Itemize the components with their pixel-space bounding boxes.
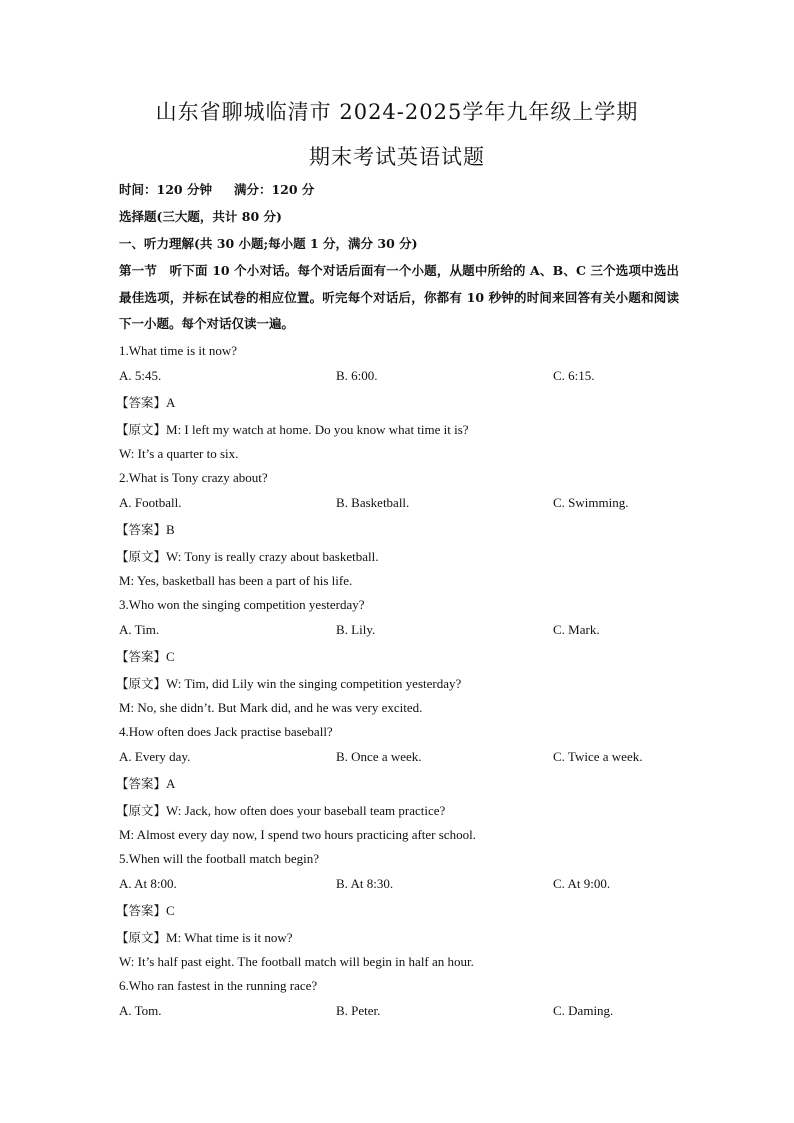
question-text: 5.When will the football match begin? [119, 851, 319, 866]
option-c: C. Twice a week. [553, 749, 643, 764]
transcript-line-1 [116, 547, 379, 565]
answer-line [116, 774, 176, 792]
question-text: 2.What is Tony crazy about? [119, 470, 268, 485]
answer-label: 【答案】 [116, 903, 167, 918]
option-a: A. Every day. [119, 749, 191, 764]
option-c: C. At 9:00. [553, 876, 611, 891]
transcript-label: 【原文】 [116, 676, 167, 691]
transcript-line-2: M: Yes, basketball has been a part of his life. [119, 573, 353, 588]
transcript-text-1: W: Tony is really crazy about basketball. [166, 549, 379, 564]
transcript-text-1: M: What time is it now? [166, 930, 293, 945]
option-a: A. At 8:00. [119, 876, 177, 891]
option-a: A. Tim. [119, 622, 160, 637]
answer-value: C [166, 649, 175, 664]
answer-value: B [166, 522, 175, 537]
question-text: 1.What time is it now? [119, 343, 238, 358]
option-b: B. Lily. [336, 622, 376, 637]
transcript-line-1 [116, 674, 462, 692]
question-text: 6.Who ran fastest in the running race? [119, 978, 318, 993]
option-b: B. Once a week. [336, 749, 422, 764]
answer-label: 【答案】 [116, 776, 167, 791]
question-text: 3.Who won the singing competition yesterday? [119, 597, 365, 612]
transcript-line-1 [116, 420, 469, 438]
option-b: B. Peter. [336, 1003, 381, 1018]
transcript-label: 【原文】 [116, 803, 167, 818]
transcript-label: 【原文】 [116, 422, 167, 437]
transcript-text-1: M: I left my watch at home. Do you know what time it is? [166, 422, 469, 437]
answer-line [116, 901, 175, 919]
question-text: 4.How often does Jack practise baseball? [119, 724, 333, 739]
section-choice-heading: 选择题(三大题，共计 80 分) [119, 209, 282, 224]
answer-label: 【答案】 [116, 649, 167, 664]
option-b: B. At 8:30. [336, 876, 394, 891]
option-c: C. Swimming. [553, 495, 629, 510]
answer-line [116, 647, 175, 665]
answer-label: 【答案】 [116, 395, 167, 410]
listening-instructions: 第一节 听下面 10 个小对话。每个对话后面有一个小题，从题中所给的 A、B、C 三个选项中选出最佳选项，并标在试卷的相应位置。听完每个对话后，你都有 10 秒钟的时间来回答有关小题和阅读下一小题。每个对话仅读一遍。 [119, 263, 679, 331]
exam-time: 时间：120 分钟 [119, 182, 212, 197]
option-c: C. Mark. [553, 622, 600, 637]
answer-line [116, 393, 176, 411]
option-b: B. 6:00. [336, 368, 378, 383]
transcript-line-2: M: Almost every day now, I spend two hours practicing after school. [119, 827, 476, 842]
answer-label: 【答案】 [116, 522, 167, 537]
transcript-line-2: W: It’s a quarter to six. [119, 446, 239, 461]
answer-value: C [166, 903, 175, 918]
transcript-line-2: M: No, she didn’t. But Mark did, and he was very excited. [119, 700, 423, 715]
part-one-heading: 一、听力理解(共 30 小题;每小题 1 分，满分 30 分) [119, 236, 418, 251]
transcript-text-1: W: Tim, did Lily win the singing competition yesterday? [166, 676, 462, 691]
option-c: C. 6:15. [553, 368, 595, 383]
answer-value: A [166, 776, 176, 791]
transcript-line-2: W: It’s half past eight. The football match will begin in half an hour. [119, 954, 474, 969]
transcript-line-1 [116, 928, 293, 946]
exam-meta-line [119, 180, 314, 198]
answer-line [116, 520, 175, 538]
exam-total-score: 满分：120 分 [233, 182, 315, 197]
exam-title-line-2: 期末考试英语试题 [309, 145, 485, 169]
transcript-text-1: W: Jack, how often does your baseball team practice? [166, 803, 446, 818]
transcript-label: 【原文】 [116, 930, 167, 945]
option-a: A. Football. [119, 495, 182, 510]
option-a: A. 5:45. [119, 368, 162, 383]
option-a: A. Tom. [119, 1003, 162, 1018]
option-c: C. Daming. [553, 1003, 614, 1018]
option-b: B. Basketball. [336, 495, 410, 510]
question-block-6 [0, 978, 794, 1038]
transcript-label: 【原文】 [116, 549, 167, 564]
exam-title-line-1: 山东省聊城临清市 2024-2025学年九年级上学期 [155, 100, 639, 124]
transcript-line-1 [116, 801, 446, 819]
answer-value: A [166, 395, 176, 410]
